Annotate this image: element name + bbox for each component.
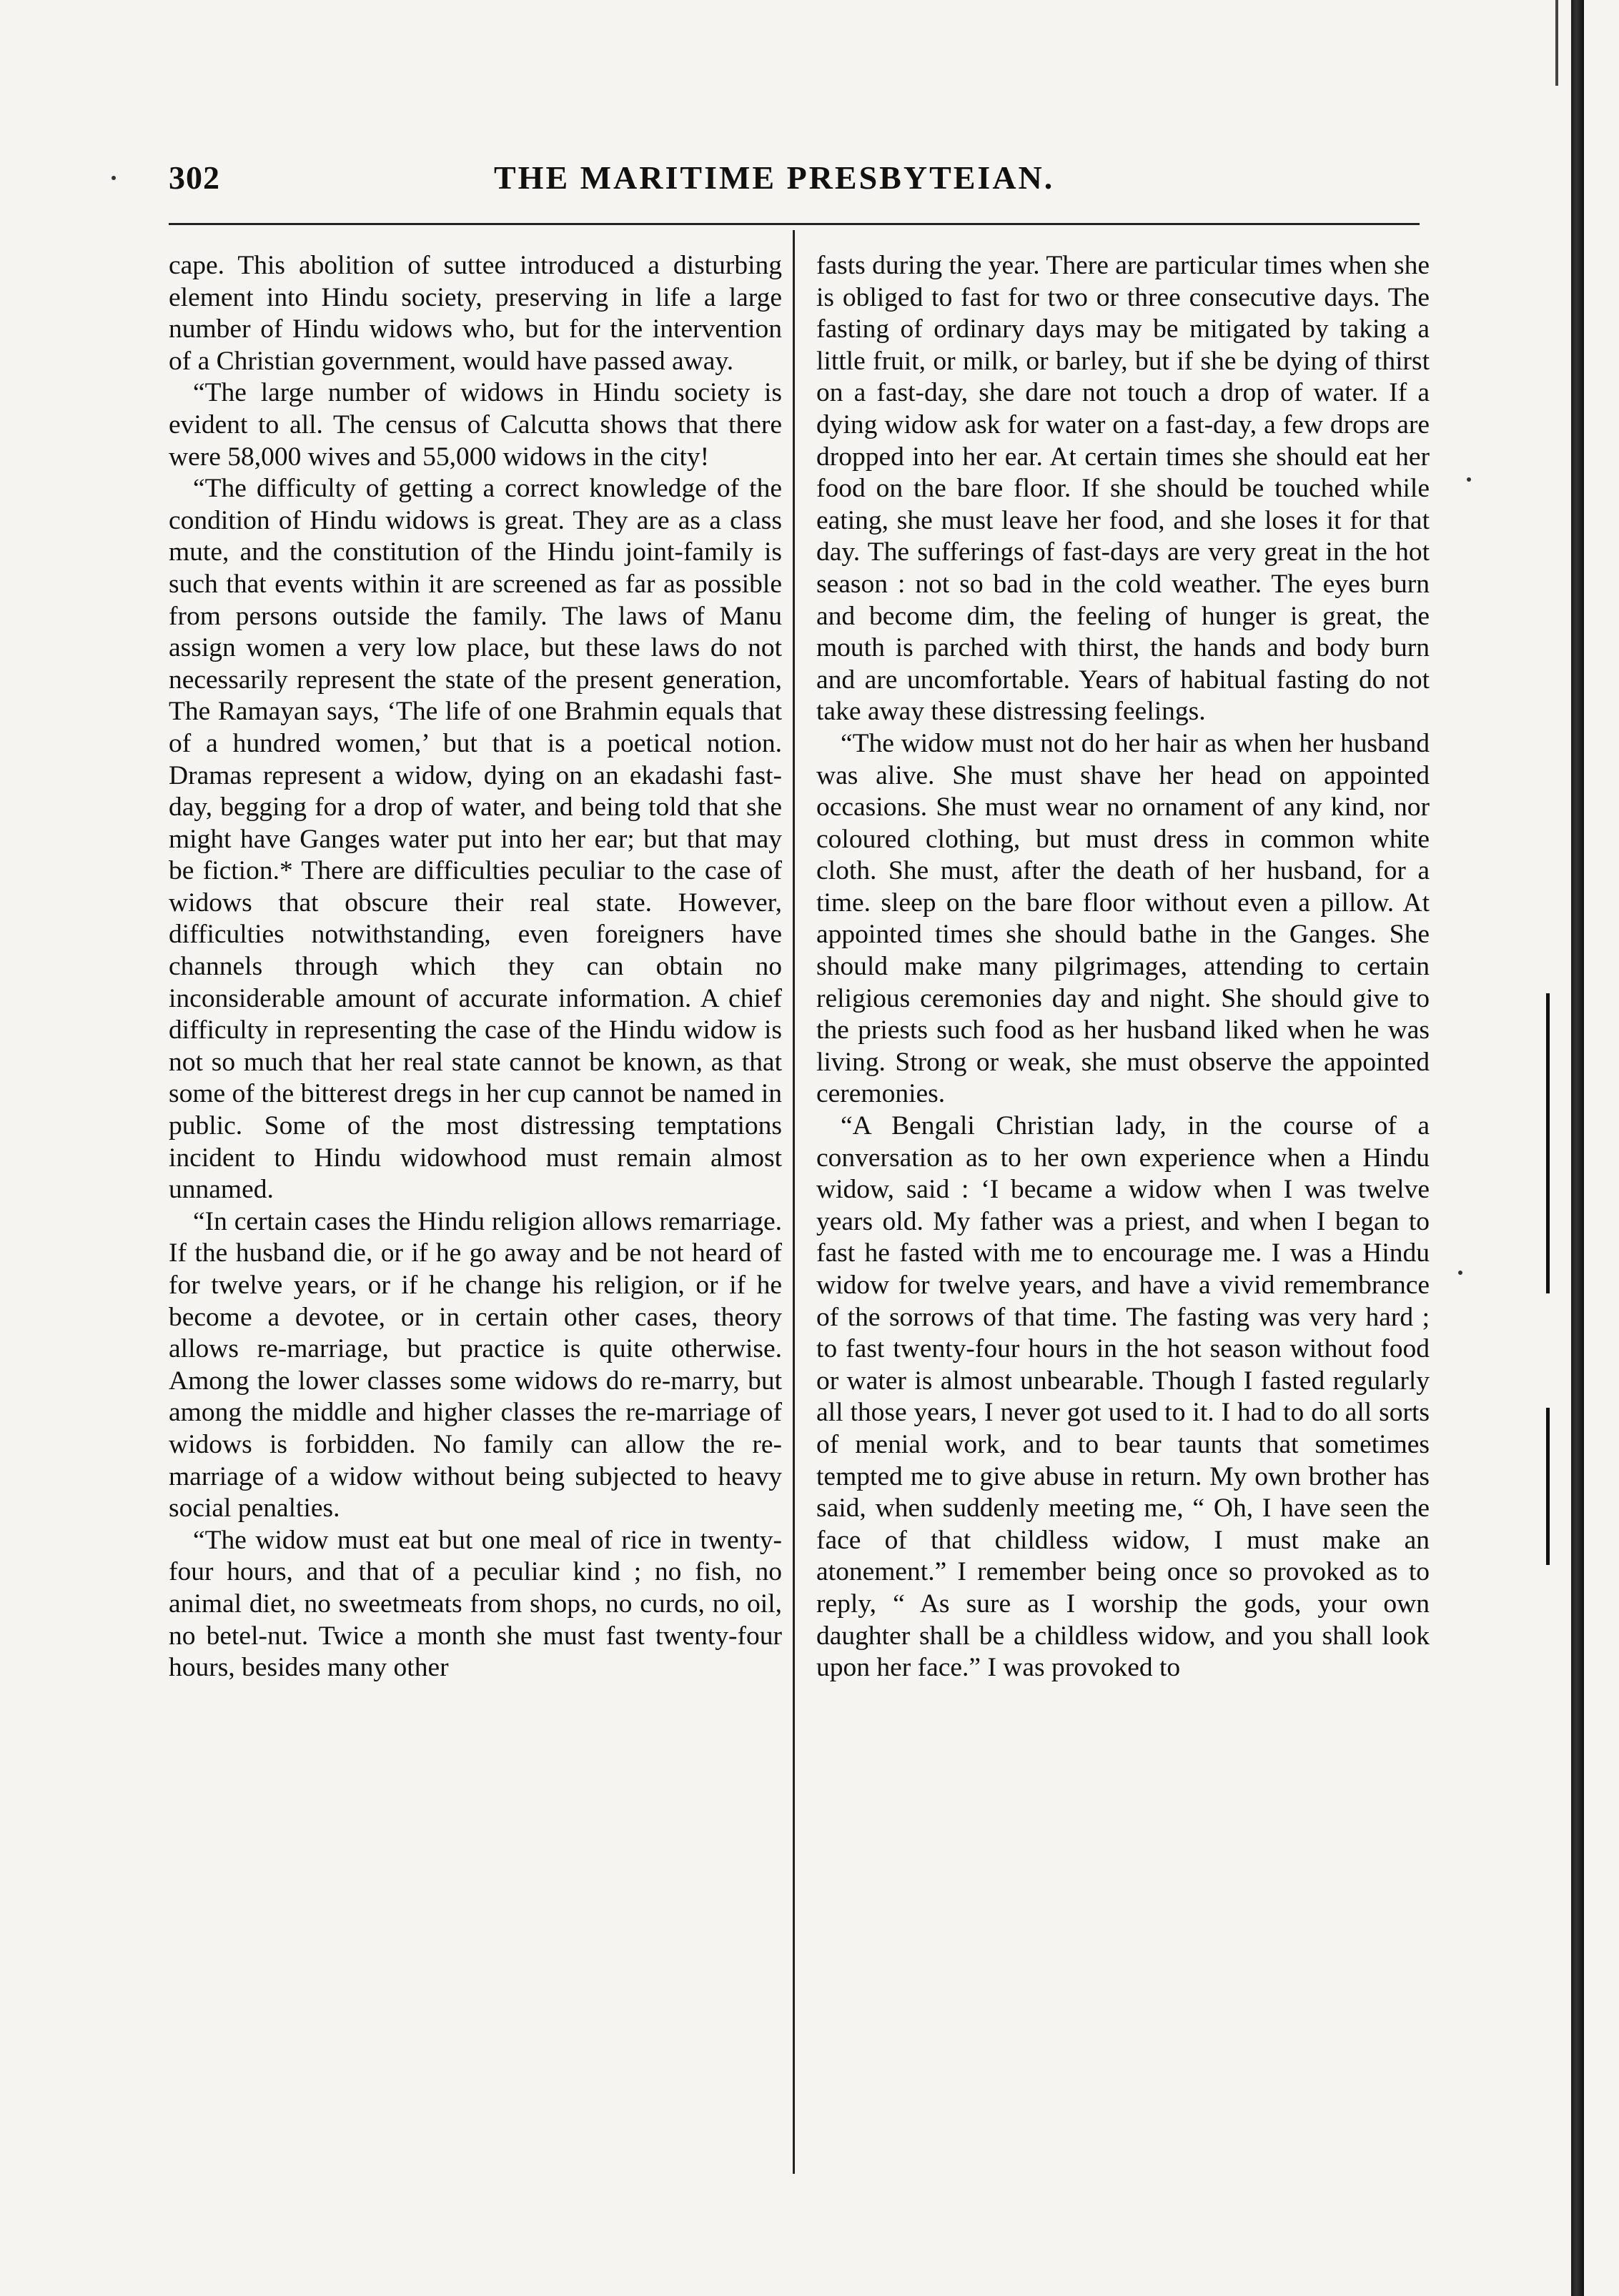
scan-margin-line [1555, 0, 1558, 86]
column-divider [793, 230, 795, 2174]
page-number: 302 [169, 159, 220, 196]
running-title: THE MARITIME PRESBYTEIAN. [494, 159, 1055, 196]
scan-speck [112, 176, 116, 180]
paragraph: “A Bengali Christian lady, in the course of a conversation as to her own experience when a Hindu widow, said : ‘I became a widow when I was twelve years old. My father was a priest, and when I began to fast he fasted with me to encourage me. I was a Hindu widow for twelve years, and have a vivid remembrance of the sorrows of that time. The fasting was very hard ; to fast twenty-four hours in the hot season without food or water is almost unbearable. Though I fasted regularly all those years, I never got used to it. I had to do all sorts of menial work, and to bear taunts that sometimes tempted me to give abuse in return. My own brother has said, when suddenly meeting me, “ Oh, I have seen the face of that childless widow, I must make an atonement.” I remember being once so provoked as to reply, “ As sure as I worship the gods, your own daughter shall be a childless widow, and you shall look upon her face.” I was provoked to [816, 1111, 1430, 1683]
paragraph: “The large number of widows in Hindu society is evident to all. The census of Calcutta shows that there were 58,000 wives and 55,000 widows in the city! [169, 378, 782, 472]
scan-speck [1467, 477, 1471, 482]
page-header [169, 159, 1420, 209]
paragraph: “The widow must not do her hair as when her husband was alive. She must shave her head on appointed occasions. She must wear no ornament of any kind, nor coloured clothing, but must dress in common white cloth. She must, after the death of her husband, for a time. sleep on the bare floor without even a pillow. At appointed times she should bathe in the Ganges. She should make many pilgrimages, attending to certain religious ceremonies day and night. She should give to the priests such food as her husband liked when he was living. Strong or weak, she must observe the appointed ceremonies. [816, 728, 1430, 1109]
paragraph: “The difficulty of getting a correct knowledge of the condition of Hindu widows is great. They are as a class mute, and the constitution of the Hindu joint-family is such that events within it are screened as far as possible from persons outside the family. The laws of Manu assign women a very low place, but these laws do not necessarily represent the state of the present generation, The Ramayan says, ‘The life of one Brahmin equals that of a hundred women,’ but that is a poetical notion. Dramas represent a widow, dying on an ekadashi fast-day, begging for a drop of water, and being told that she might have Ganges water put into her ear; but that may be fiction.* There are difficulties peculiar to the case of widows that obscure their real state. However, difficulties notwithstanding, even foreigners have channels through which they can obtain no inconsiderable amount of accurate information. A chief difficulty in representing the case of the Hindu widow is not so much that her real state cannot be known, as that some of the bitterest dregs in her cup cannot be named in public. Some of the most distressing temptations incident to Hindu widowhood must remain almost unnamed. [169, 474, 782, 1205]
paragraph: fasts during the year. There are particular times when she is obliged to fast for two or three consecutive days. The fasting of ordinary days may be mitigated by taking a little fruit, or milk, or barley, but if she be dying of thirst on a fast-day, she dare not touch a drop of water. If a dying widow ask for water on a fast-day, a few drops are dropped into her ear. At certain times she should eat her food on the bare floor. If she should be touched while eating, she must leave her food, and she loses it for that day. The sufferings of fast-days are very great in the hot season : not so bad in the cold weather. The eyes burn and become dim, the feeling of hunger is great, the mouth is parched with thirst, the hands and body burn and are uncomfortable. Years of habitual fasting do not take away these distressing feelings. [816, 251, 1430, 727]
scan-binding-edge [1571, 0, 1584, 2296]
header-rule [169, 223, 1420, 225]
margin-mark [1546, 1408, 1550, 1565]
paragraph: “The widow must eat but one meal of rice in twenty-four hours, and that of a peculiar kind ; no fish, no animal diet, no sweetmeats from shops, no curds, no oil, no betel-nut. Twice a month she must fast twenty-four hours, besides many other [169, 1525, 782, 1683]
margin-mark [1546, 993, 1550, 1293]
paragraph: cape. This abolition of suttee introduced a disturbing element into Hindu society, preserving in life a large number of Hindu widows who, but for the intervention of a Christian government, would have passed away. [169, 251, 782, 376]
left-column [169, 250, 782, 1684]
right-column [816, 250, 1430, 1684]
paragraph: “In certain cases the Hindu religion allows remarriage. If the husband die, or if he go away and be not heard of for twelve years, or if he change his religion, or if he become a devotee, or in certain other cases, theory allows re-marriage, but practice is quite otherwise. Among the lower classes some widows do re-marry, but among the middle and higher classes the re-marriage of widows is forbidden. No family can allow the re-marriage of a widow without being subjected to heavy social penalties. [169, 1206, 782, 1524]
scan-speck [1458, 1271, 1462, 1275]
